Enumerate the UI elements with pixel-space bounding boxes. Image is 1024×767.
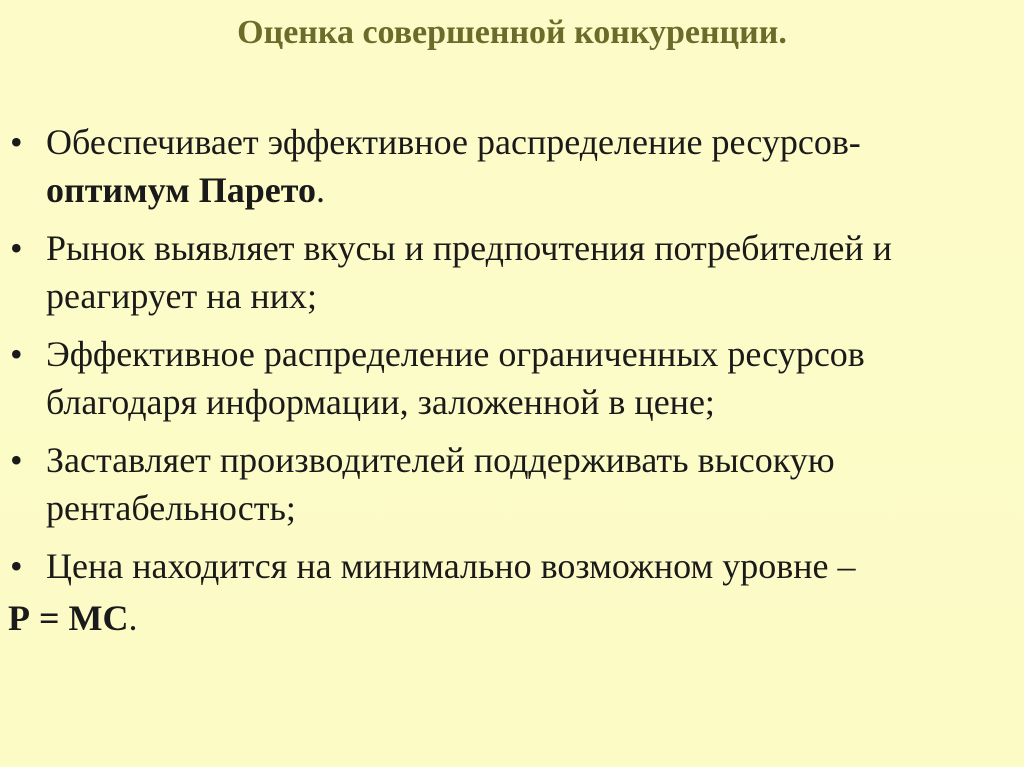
bullet-text: Рынок выявляет вкусы и предпочтения потребителей и реагирует на них; bbox=[46, 228, 892, 316]
bullet-item bbox=[8, 118, 1008, 214]
bullet-item bbox=[8, 330, 1008, 426]
bullet-icon: • bbox=[10, 122, 23, 162]
bullet-text: Обеспечивает эффективное распределение ресурсов- bbox=[46, 122, 861, 162]
bullet-item bbox=[8, 436, 1008, 532]
formula-trailing: . bbox=[128, 598, 138, 638]
bullet-icon: • bbox=[10, 546, 23, 586]
bullet-icon: • bbox=[10, 228, 23, 268]
formula-line bbox=[8, 594, 137, 642]
bullet-list bbox=[8, 118, 1008, 600]
bullet-item bbox=[8, 542, 1008, 590]
formula-text: Р = МС bbox=[8, 598, 129, 638]
slide-title: Оценка совершенной конкуренции. bbox=[237, 14, 787, 51]
bullet-icon: • bbox=[10, 334, 23, 374]
bullet-bold-text: оптимум Парето bbox=[46, 170, 316, 210]
bullet-text: Эффективное распределение ограниченных ресурсов благодаря информации, заложенной в цене; bbox=[46, 334, 865, 422]
bullet-item bbox=[8, 224, 1008, 320]
bullet-icon: • bbox=[10, 440, 23, 480]
bullet-text: Заставляет производителей поддерживать высокую рентабельность; bbox=[46, 440, 835, 528]
bullet-trailing: . bbox=[315, 170, 325, 210]
bullet-text: Цена находится на минимально возможном уровне – bbox=[46, 546, 856, 586]
